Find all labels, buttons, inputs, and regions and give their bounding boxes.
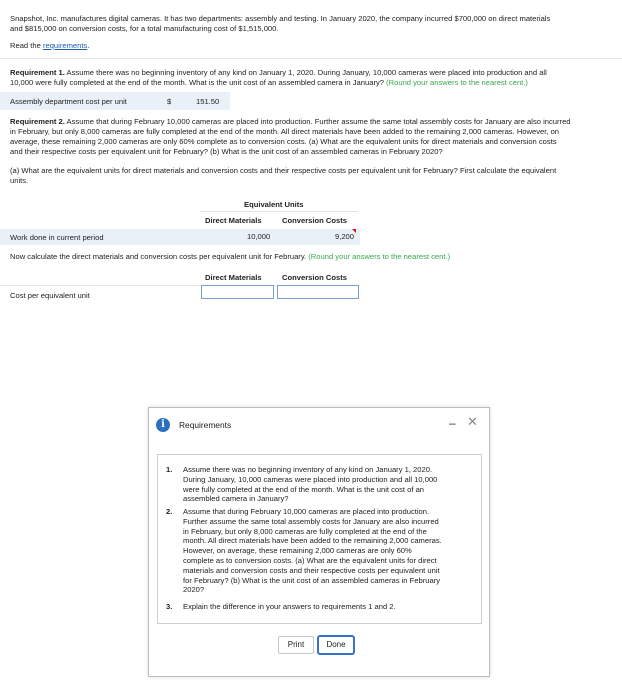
dialog-title: Requirements	[179, 420, 232, 430]
read-suffix: .	[87, 41, 90, 50]
minimize-icon[interactable]: –	[449, 416, 456, 430]
list-item	[183, 465, 437, 504]
req1-line-1	[10, 68, 547, 78]
req2-text-1: Assume that during February 10,000 cameras are placed into production. Further assume the same total assembly costs for January are also incurred	[64, 117, 571, 126]
cost-hint: (Round your answers to the nearest cent.)	[308, 252, 451, 261]
list-item-number: 2.	[166, 507, 173, 516]
cost-instruction	[10, 252, 450, 262]
done-button[interactable]: Done	[318, 636, 354, 654]
req1-answer[interactable]: 151.50	[196, 97, 220, 106]
req2-line-3: average, these remaining 2,000 cameras are only 60% complete as to conversion costs. (a) What are the equivalent units for direct materials and conversion costs	[10, 137, 557, 146]
error-flag-icon	[352, 229, 356, 233]
eu-col-cc: Conversion Costs	[282, 216, 347, 225]
list-line: 2020?	[183, 585, 205, 595]
req1-row-label: Assembly department cost per unit	[10, 97, 127, 106]
requirements-dialog	[148, 407, 490, 677]
list-line: were fully completed at the end of the month. What is the unit cost of an	[183, 484, 425, 494]
list-item-number: 3.	[166, 602, 173, 611]
cc-cost-input[interactable]	[277, 285, 359, 299]
eu-header-rule	[200, 211, 358, 212]
requirements-link[interactable]: requirements	[42, 41, 88, 50]
req1-text-1: Assume there was no beginning inventory of any kind on January 1, 2020. During January, 10,000 cameras were placed into production and all	[64, 68, 547, 77]
req1-hint: (Round your answers to the nearest cent.)	[386, 78, 528, 87]
list-line: Assume there was no beginning inventory of any kind on January 1, 2020.	[183, 465, 433, 474]
req2-line-2: in February, but only 8,000 cameras are fully completed at the end of the month. All direct materials have been added to the remaining 2,000 cameras. However, on	[10, 127, 560, 136]
list-item-number: 1.	[166, 465, 173, 474]
intro-line-1: Snapshot, Inc. manufactures digital cameras. It has two departments: assembly and testing. In January 2020, the company incurred $700,000 on direct materials	[10, 14, 551, 23]
list-line: month. All direct materials have been added to the remaining 2,000 cameras.	[183, 536, 442, 546]
list-line: complete as to conversion costs. (a) What are the equivalent units for direct	[183, 555, 437, 565]
list-line: However, on average, these remaining 2,000 cameras are only 60%	[183, 546, 412, 556]
dialog-header	[149, 408, 489, 442]
list-line: in February, but only 8,000 cameras are fully completed at the end of the	[183, 526, 427, 536]
list-line: for February? (b) What is the unit cost of an assembled cameras in February	[183, 575, 441, 585]
req1-label: Requirement 1.	[10, 68, 65, 77]
part-a-line-1: (a) What are the equivalent units for direct materials and conversion costs and their respective costs per equivalent unit for February? First calculate the equivalent	[10, 166, 557, 175]
requirements-list	[157, 454, 482, 624]
eu-dm-value[interactable]: 10,000	[247, 232, 271, 241]
eu-col-dm: Direct Materials	[205, 216, 262, 225]
list-line: Assume that during February 10,000 cameras are placed into production.	[183, 507, 430, 516]
cost-col-dm: Direct Materials	[205, 273, 262, 282]
list-item	[183, 507, 442, 595]
divider	[0, 58, 622, 59]
req2-label: Requirement 2.	[10, 117, 65, 126]
req2-line-4: and their respective costs per equivalent unit for February? (b) What is the unit cost of an assembled cameras in February 2020?	[10, 147, 443, 156]
req1-text-2: 10,000 were fully completed at the end of the month. What is the unit cost of an assembled camera in January?	[10, 78, 387, 87]
currency-symbol: $	[167, 97, 172, 106]
cost-row-label: Cost per equivalent unit	[10, 291, 90, 300]
eu-row-label: Work done in current period	[10, 233, 104, 242]
list-line: Explain the difference in your answers to requirements 1 and 2.	[183, 602, 396, 611]
list-line: Further assume the same total assembly costs for January are also incurred	[183, 516, 439, 526]
list-line: assembled camera in January?	[183, 494, 289, 504]
read-requirements	[10, 41, 89, 51]
req2-line-1	[10, 117, 571, 127]
req1-line-2	[10, 78, 528, 88]
part-a-line-2: units.	[10, 176, 29, 185]
cost-col-cc: Conversion Costs	[282, 273, 347, 282]
dm-cost-input[interactable]	[201, 285, 274, 299]
close-icon[interactable]: ✕	[467, 414, 478, 429]
print-button[interactable]: Print	[278, 636, 314, 654]
list-item	[183, 602, 396, 612]
info-icon: i	[156, 418, 170, 432]
list-line: During January, 10,000 cameras were placed into production and all 10,000	[183, 474, 438, 484]
intro-line-2: and $815,000 on conversion costs, for a total manufacturing cost of $1,515,000.	[10, 24, 279, 33]
eu-cc-value[interactable]: 9,200	[335, 232, 355, 241]
cost-instruction-text: Now calculate the direct materials and conversion costs per equivalent unit for February.	[10, 252, 309, 261]
list-line: materials and conversion costs and their respective costs per equivalent unit	[183, 565, 440, 575]
read-prefix: Read the	[10, 41, 43, 50]
eu-group-header: Equivalent Units	[244, 200, 304, 209]
